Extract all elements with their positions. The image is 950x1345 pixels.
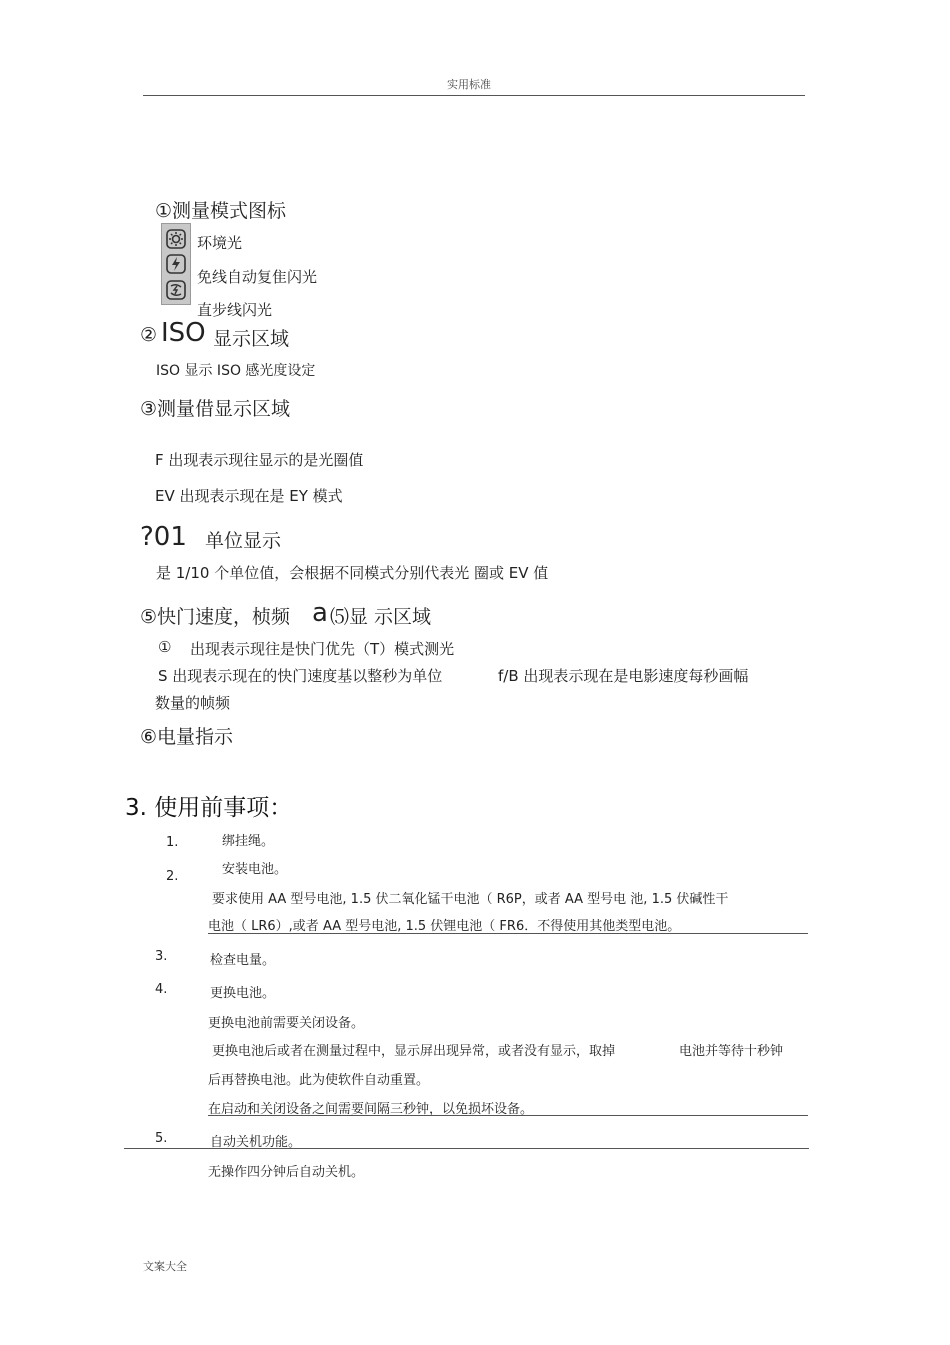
battery-requirement-line1: 要求使用 AA 型号电池, 1.5 伏二氧化锰干电池（ R6P，或者 AA 型号电 池, 1.5 伏碱性干 xyxy=(212,892,729,907)
section3-line2: EV 出现表示现在是 EY 模式 xyxy=(155,487,343,505)
sync-flash-icon xyxy=(166,280,186,300)
section5-heading-b: a xyxy=(312,598,328,628)
sun-icon xyxy=(166,229,186,249)
auto-off-rule xyxy=(124,1148,809,1149)
section5-line3: 数量的帧频 xyxy=(155,694,231,712)
section4-heading: 单位显示 xyxy=(205,530,282,552)
usage-item-4-num: 4. xyxy=(155,982,168,997)
section4-desc: 是 1/10 个单位值，会根据不同模式分别代表光 圈或 EV 值 xyxy=(156,564,549,582)
mode-sync-flash-label: 直步线闪光 xyxy=(197,301,273,319)
usage-item-2-text: 安装电池。 xyxy=(222,862,288,877)
section2-iso: ISO xyxy=(161,318,206,348)
auto-off-desc: 无操作四分钟后自动关机。 xyxy=(208,1165,365,1180)
page-header: 实用标准 xyxy=(447,78,491,91)
section5-heading-a: ⑤快门速度，桢频 xyxy=(140,606,291,628)
section5-line1: 出现表示现往是快门优先（T）模式测光 xyxy=(190,640,455,658)
section1-heading: ①测量模式图标 xyxy=(155,200,287,222)
flash-icon xyxy=(166,254,186,274)
usage-item-2-num: 2. xyxy=(166,869,179,884)
battery-requirement-line2: 电池（ LR6）,或者 AA 型号电池, 1.5 伏锂电池（ FR6．不得使用其他类型电池。 xyxy=(208,919,681,934)
section2-heading: 显示区域 xyxy=(213,328,290,350)
usage-item-1-text: 绑挂绳。 xyxy=(222,834,275,849)
usage-item-5-num: 5. xyxy=(155,1131,168,1146)
header-rule xyxy=(143,95,805,96)
section3-line1: F 出现表示现往显示的是光圈值 xyxy=(155,451,364,469)
usage-item-3-num: 3. xyxy=(155,949,168,964)
section2-prefix: ② xyxy=(140,324,158,346)
usage-item-5-text: 自动关机功能。 xyxy=(210,1135,302,1150)
mode-ambient-label: 环境光 xyxy=(197,234,243,252)
replace-line3: 后再替换电池。此为使软件自动重置。 xyxy=(208,1073,430,1088)
section5-line2a: S 出现表示现在的快门速度基以整秒为单位 xyxy=(158,667,443,685)
section3-heading: ③测量借显示区域 xyxy=(140,398,291,420)
section5-line1-marker: ① xyxy=(158,638,172,656)
usage-item-1-num: 1. xyxy=(166,835,179,850)
usage-item-3-text: 检查电量。 xyxy=(210,953,276,968)
page-footer: 文案大全 xyxy=(143,1260,187,1273)
section5-line2b: f/B 出现表示现在是电影速度每秒画幅 xyxy=(498,667,749,685)
section5-heading-c: ⑸显 示区域 xyxy=(330,606,432,628)
replace-line4: 在启动和关闭设备之间需要间隔三秒钟，以免损坏设备。 xyxy=(208,1102,534,1117)
mode-icon-strip xyxy=(161,223,191,305)
usage-heading: 3. 使用前事项： xyxy=(125,795,293,821)
section6-heading: ⑥电量指示 xyxy=(140,726,234,748)
replace-underline xyxy=(208,1115,808,1116)
replace-line1: 更换电池前需要关闭设备。 xyxy=(208,1016,365,1031)
section4-num: ?01 xyxy=(140,522,187,552)
section2-desc: ISO 显示 ISO 感光度设定 xyxy=(156,363,316,379)
replace-line2a: 更换电池后或者在测量过程中，显示屏出现异常，或者没有显示，取掉 xyxy=(212,1044,616,1059)
replace-line2b: 电池并等待十秒钟 xyxy=(679,1044,784,1059)
battery-underline xyxy=(208,933,808,934)
mode-cordless-flash-label: 免线自动复隹闪光 xyxy=(197,268,318,286)
usage-item-4-text: 更换电池。 xyxy=(210,986,276,1001)
